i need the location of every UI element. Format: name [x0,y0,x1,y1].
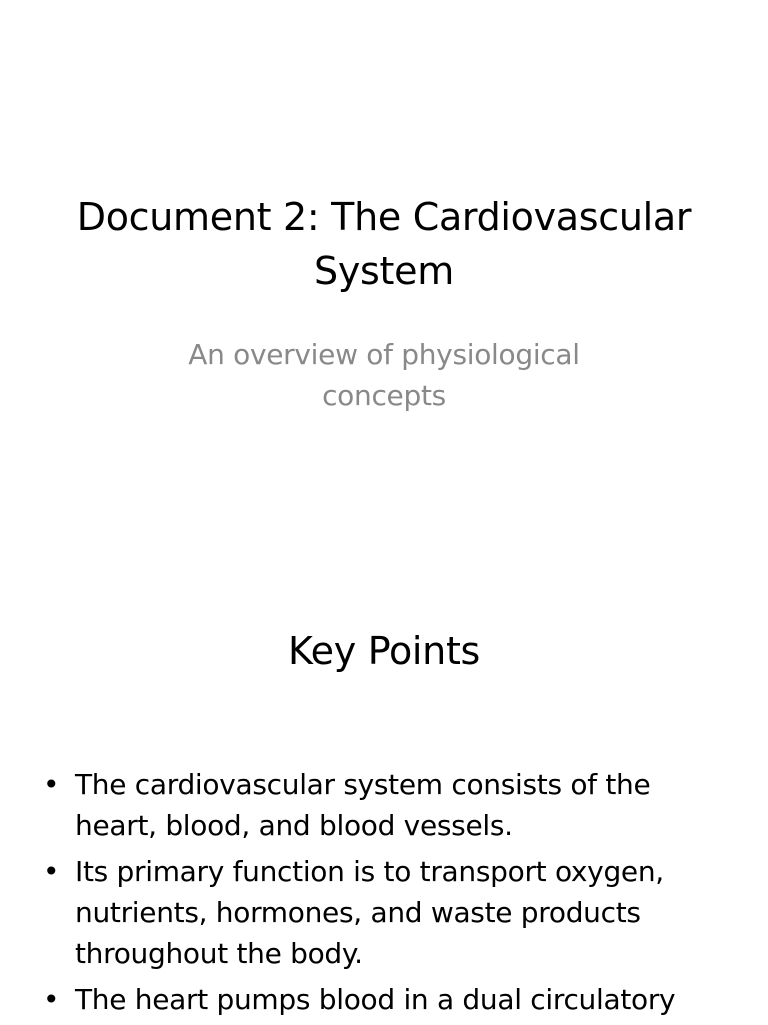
bullet-icon: • [43,983,60,1016]
bullet-icon: • [43,855,60,888]
list-item [40,979,730,1020]
document-title: Document 2: The Cardiovascular System [76,195,692,293]
bullet-text: The cardiovascular system consists of the heart, blood, and blood vessels. [75,768,651,842]
bullet-icon: • [43,768,60,801]
list-item [40,764,730,846]
list-item [40,851,730,974]
key-points-list [40,764,730,1025]
bullet-text: Its primary function is to transport oxygen, nutrients, hormones, and waste products throughout the body. [75,855,664,970]
key-points-slide [0,576,768,1024]
document-subtitle: An overview of physiological concepts [188,338,580,412]
bullet-text: The heart pumps blood in a dual circulatory [75,983,676,1016]
key-points-heading: Key Points [287,629,481,673]
